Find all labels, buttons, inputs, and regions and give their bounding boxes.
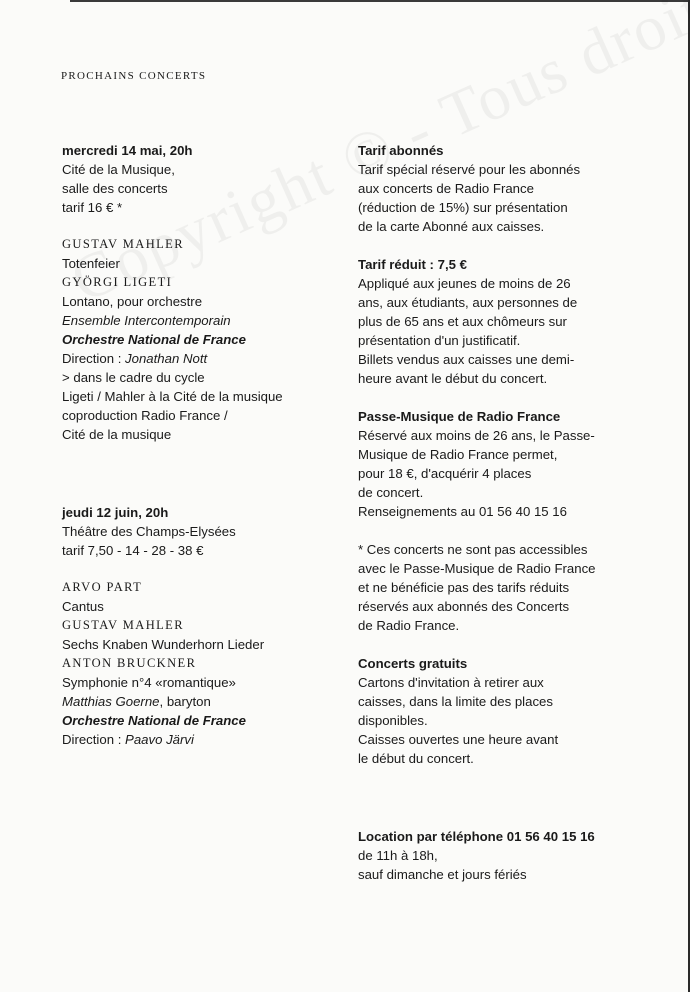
section-text: sauf dimanche et jours fériés bbox=[358, 867, 527, 882]
section-title: Tarif abonnés bbox=[358, 143, 444, 158]
concert-2-venue: Théâtre des Champs-Elysées bbox=[62, 524, 236, 539]
section-text: Billets vendus aux caisses une demi- bbox=[358, 352, 575, 367]
section-text: de concert. bbox=[358, 485, 424, 500]
note-text: * Ces concerts ne sont pas accessibles bbox=[358, 542, 588, 557]
note-text: avec le Passe-Musique de Radio France bbox=[358, 561, 596, 576]
section-text: Tarif spécial réservé pour les abonnés bbox=[358, 162, 581, 177]
section-text: de 11h à 18h, bbox=[358, 848, 438, 863]
concert-1-price: tarif 16 € * bbox=[62, 200, 123, 215]
direction-label: Direction : bbox=[62, 732, 126, 747]
section-title: Tarif réduit : 7,5 € bbox=[358, 257, 467, 272]
cycle-note: coproduction Radio France / bbox=[62, 408, 228, 423]
work-title: Sechs Knaben Wunderhorn Lieder bbox=[62, 637, 265, 652]
top-edge-line bbox=[70, 0, 690, 2]
note-text: de Radio France. bbox=[358, 618, 460, 633]
composer-name: ANTON BRUCKNER bbox=[62, 656, 197, 670]
soloist-role: , baryton bbox=[159, 694, 211, 709]
section-text: plus de 65 ans et aux chômeurs sur bbox=[358, 314, 567, 329]
direction-line bbox=[62, 349, 347, 368]
section-text: pour 18 €, d'acquérir 4 places bbox=[358, 466, 532, 481]
note-text: réservés aux abonnés des Concerts bbox=[358, 599, 570, 614]
section-text: (réduction de 15%) sur présentation bbox=[358, 200, 568, 215]
conductor-name: Paavo Järvi bbox=[125, 732, 194, 747]
section-title: Concerts gratuits bbox=[358, 656, 468, 671]
telephone-booking bbox=[358, 827, 658, 884]
section-text: disponibles. bbox=[358, 713, 428, 728]
orchestra-name: Orchestre National de France bbox=[62, 713, 246, 728]
orchestra-name: Orchestre National de France bbox=[62, 332, 246, 347]
tarif-reduit bbox=[358, 255, 658, 388]
left-column bbox=[62, 141, 347, 749]
concert-1-venue-line: salle des concerts bbox=[62, 181, 168, 196]
note-text: et ne bénéficie pas des tarifs réduits bbox=[358, 580, 570, 595]
section-text: présentation d'un justificatif. bbox=[358, 333, 521, 348]
concert-1-venue-line: Cité de la Musique, bbox=[62, 162, 175, 177]
passe-musique bbox=[358, 407, 658, 521]
composer-name: ARVO PART bbox=[62, 580, 143, 594]
tarif-abonnes bbox=[358, 141, 658, 236]
conductor-name: Jonathan Nott bbox=[125, 351, 208, 366]
composer-name: GUSTAV MAHLER bbox=[62, 237, 184, 251]
work-title: Lontano, pour orchestre bbox=[62, 294, 203, 309]
section-text: Musique de Radio France permet, bbox=[358, 447, 558, 462]
composer-name: GUSTAV MAHLER bbox=[62, 618, 184, 632]
section-text: Caisses ouvertes une heure avant bbox=[358, 732, 559, 747]
direction-line bbox=[62, 730, 347, 749]
section-text: ans, aux étudiants, aux personnes de bbox=[358, 295, 578, 310]
accessibility-note bbox=[358, 540, 658, 635]
cycle-note: Cité de la musique bbox=[62, 427, 172, 442]
section-text: heure avant le début du concert. bbox=[358, 371, 548, 386]
concert-1-date: mercredi 14 mai, 20h bbox=[62, 143, 193, 158]
section-text: Renseignements au 01 56 40 15 16 bbox=[358, 504, 567, 519]
ensemble-name: Ensemble Intercontemporain bbox=[62, 313, 231, 328]
soloist-name: Matthias Goerne bbox=[62, 694, 160, 709]
section-text: le début du concert. bbox=[358, 751, 474, 766]
section-text: caisses, dans la limite des places bbox=[358, 694, 553, 709]
section-text: de la carte Abonné aux caisses. bbox=[358, 219, 545, 234]
page-header: PROCHAINS CONCERTS bbox=[61, 70, 207, 82]
section-title: Passe-Musique de Radio France bbox=[358, 409, 561, 424]
work-title: Cantus bbox=[62, 599, 104, 614]
cycle-note: Ligeti / Mahler à la Cité de la musique bbox=[62, 389, 283, 404]
section-text: Appliqué aux jeunes de moins de 26 bbox=[358, 276, 571, 291]
concerts-gratuits bbox=[358, 654, 658, 768]
concert-2 bbox=[62, 503, 347, 749]
section-title: Location par téléphone 01 56 40 15 16 bbox=[358, 829, 595, 844]
section-text: Cartons d'invitation à retirer aux bbox=[358, 675, 544, 690]
cycle-note: > dans le cadre du cycle bbox=[62, 370, 205, 385]
work-title: Totenfeier bbox=[62, 256, 120, 271]
concert-2-price: tarif 7,50 - 14 - 28 - 38 € bbox=[62, 543, 204, 558]
section-text: aux concerts de Radio France bbox=[358, 181, 534, 196]
direction-label: Direction : bbox=[62, 351, 126, 366]
concert-2-date: jeudi 12 juin, 20h bbox=[62, 505, 169, 520]
right-column bbox=[358, 141, 658, 884]
work-title: Symphonie n°4 «romantique» bbox=[62, 675, 236, 690]
soloist-line bbox=[62, 692, 347, 711]
composer-name: GYÖRGI LIGETI bbox=[62, 275, 173, 289]
concert-1 bbox=[62, 141, 347, 444]
section-text: Réservé aux moins de 26 ans, le Passe- bbox=[358, 428, 595, 443]
